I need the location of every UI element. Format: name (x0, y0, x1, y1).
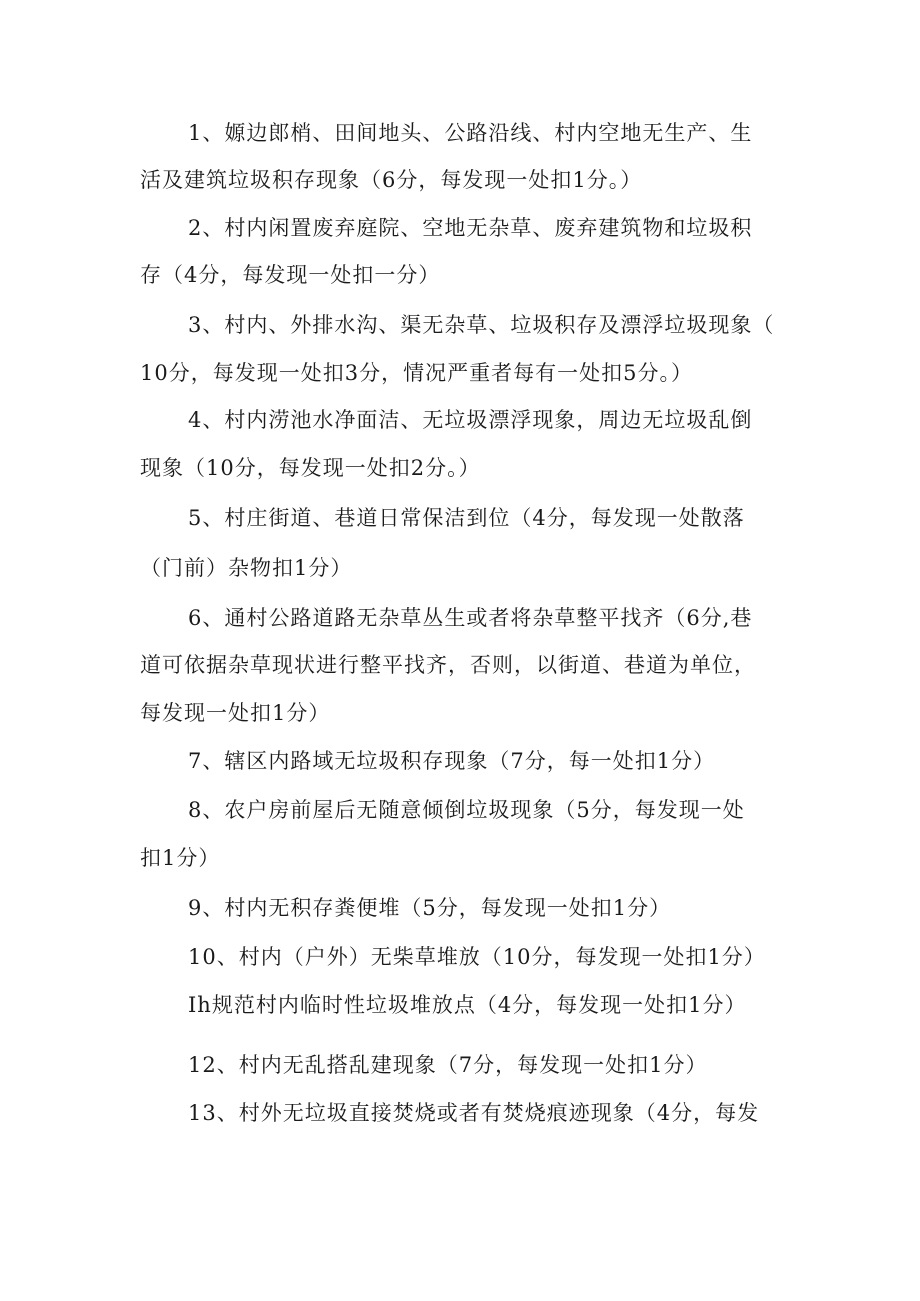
item-9-line-1: 9、村内无积存粪便堆（5分，每发现一处扣1分） (188, 896, 672, 920)
item-2-line-1: 2、村内闲置废弃庭院、空地无杂草、废弃建筑物和垃圾积 (188, 216, 753, 240)
item-3-line-2: 10分，每发现一处扣3分，情况严重者每有一处扣5分。） (140, 361, 693, 385)
item-7-line-1: 7、辖区内路域无垃圾积存现象（7分，每一处扣1分） (188, 749, 716, 773)
item-6-line-1: 6、通村公路道路无杂草丛生或者将杂草整平找齐（6分,巷 (188, 606, 753, 630)
item-4-line-1: 4、村内涝池水净面洁、无垃圾漂浮现象，周边无垃圾乱倒 (188, 408, 753, 432)
item-6-line-3: 每发现一处扣1分） (140, 701, 331, 725)
item-6-line-2: 道可依据杂草现状进行整平找齐，否则，以街道、巷道为单位， (140, 653, 756, 677)
item-8-line-2: 扣1分） (140, 846, 221, 870)
item-5-line-1: 5、村庄街道、巷道日常保洁到位（4分，每发现一处散落 (188, 506, 745, 530)
item-1-line-2: 活及建筑垃圾积存现象（6分，每发现一处扣1分。） (140, 168, 643, 192)
item-8-line-1: 8、农户房前屋后无随意倾倒垃圾现象（5分，每发现一处 (188, 798, 745, 822)
item-13-line-1: 13、村外无垃圾直接焚烧或者有焚烧痕迹现象（4分，每发 (188, 1101, 760, 1125)
item-11-line-1: Ih规范村内临时性垃圾堆放点（4分，每发现一处扣1分） (188, 993, 747, 1017)
item-5-line-2: （门前）杂物扣1分） (140, 556, 353, 580)
item-12-line-1: 12、村内无乱搭乱建现象（7分，每发现一处扣1分） (188, 1053, 708, 1077)
item-3-line-1: 3、村内、外排水沟、渠无杂草、垃圾积存及漂浮垃圾现象（ (188, 313, 775, 337)
item-2-line-2: 存（4分，每发现一处扣一分） (140, 263, 441, 287)
item-4-line-2: 现象（10分，每发现一处扣2分。） (140, 456, 481, 480)
item-1-line-1: 1、嫄边郎梢、田间地头、公路沿线、村内空地无生产、生 (188, 121, 753, 145)
item-10-line-1: 10、村内（户外）无柴草堆放（10分，每发现一处扣1分） (188, 945, 766, 969)
